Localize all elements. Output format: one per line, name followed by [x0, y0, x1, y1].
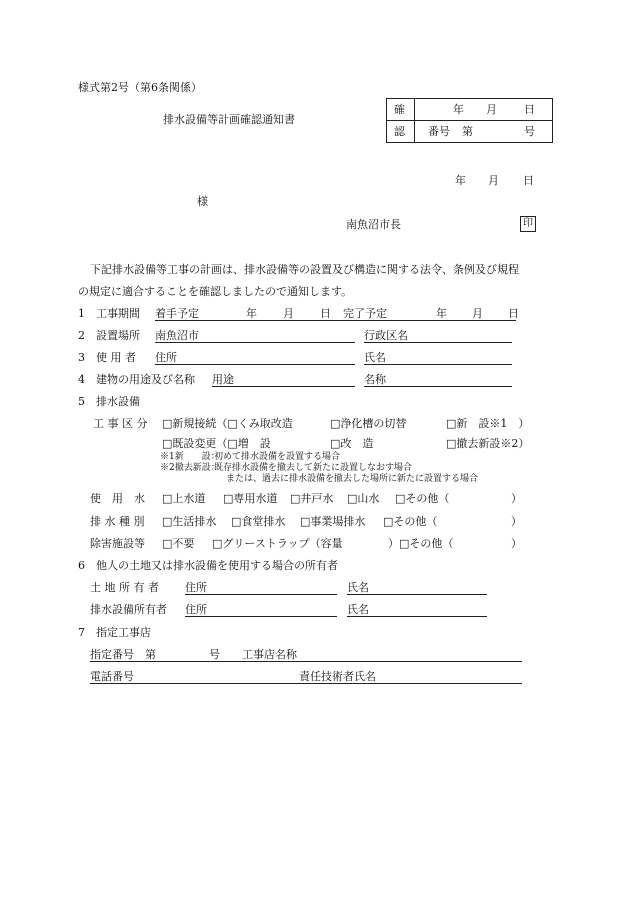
work-type-row2-a: □既設変更（□増 設: [162, 437, 271, 450]
item-location-label: 2 設置場所: [78, 329, 140, 342]
work-type-row1-b: □浄化槽の切替: [330, 417, 407, 430]
contractor-row1-underline: [90, 661, 522, 662]
item-user-label: 3 使 用 者: [78, 351, 136, 364]
building-use-underline: [212, 386, 355, 387]
use-water-opt-5: □その他（: [395, 492, 450, 505]
use-water-close: ）: [511, 492, 522, 505]
land-owner-address-underline: [185, 594, 337, 595]
body-line-2: の規定に適合することを確認しましたので通知します。: [78, 285, 353, 298]
confirm-year: 年: [453, 103, 464, 116]
period-end-month: 月: [472, 307, 483, 320]
facility-owner-name-underline: [347, 616, 487, 617]
drain-type-opt-4: □その他（: [383, 515, 438, 528]
work-type-row2-c: □撤去新設※2）: [446, 437, 530, 450]
document-title: 排水設備等計画確認通知書: [163, 113, 295, 126]
form-number: 様式第2号（第6条関係）: [78, 81, 202, 94]
drain-type-opt-2: □食堂排水: [231, 515, 286, 528]
period-start-day: 日: [320, 307, 331, 320]
removal-close: ）: [511, 537, 522, 550]
drain-type-close: ）: [511, 515, 522, 528]
item-building-label: 4 建物の用途及び名称: [78, 373, 195, 386]
drain-type-label: 排 水 種 別: [90, 515, 145, 528]
facility-owner-label: 排水設備所有者: [90, 603, 167, 616]
item-contractor-label: 7 指定工事店: [78, 626, 151, 639]
contractor-engineer: 責任技術者氏名: [299, 670, 376, 683]
user-address-underline: [155, 364, 355, 365]
period-end-day: 日: [508, 307, 519, 320]
use-water-opt-3: □井戸水: [290, 492, 334, 505]
item-owners-label: 6 他人の土地又は排水設備を使用する場合の所有者: [78, 559, 338, 572]
drain-type-opt-1: □生活排水: [162, 515, 217, 528]
period-end-year: 年: [436, 307, 447, 320]
use-water-opt-4: □山水: [347, 492, 380, 505]
confirm-label-top: 確: [394, 103, 405, 116]
confirm-day: 日: [524, 103, 535, 116]
date-month: 月: [488, 174, 499, 187]
location-district-label: 行政区名: [364, 329, 408, 342]
location-underline: [155, 342, 355, 343]
period-end-label: 完了予定: [343, 307, 387, 320]
period-start-label: 着手予定: [155, 307, 199, 320]
note-2-text-a: 既存排水設備を撤去して新たに設置しなおす場合: [214, 463, 413, 473]
building-name-underline: [364, 386, 512, 387]
contractor-number-go: 号: [209, 648, 220, 661]
date-day: 日: [523, 174, 534, 187]
removal-opt-3: ）□その他（: [388, 537, 454, 550]
note-1-key: ※1新 設：: [160, 452, 220, 462]
land-owner-label: 土 地 所 有 者: [90, 581, 159, 594]
body-line-1: 下記排水設備等工事の計画は、排水設備等の設置及び構造に関する法令、条例及び規程: [90, 263, 519, 276]
contractor-row2-underline: [90, 683, 522, 684]
confirm-month: 月: [486, 103, 497, 116]
building-name-label: 名称: [364, 373, 386, 386]
drain-type-opt-3: □事業場排水: [300, 515, 366, 528]
user-name-label: 氏名: [364, 351, 386, 364]
user-address-label: 住所: [155, 351, 177, 364]
removal-label: 除害施設等: [90, 537, 145, 550]
confirm-number-label: 番号: [428, 125, 450, 138]
land-owner-address: 住所: [185, 581, 207, 594]
removal-opt-1: □不要: [162, 537, 195, 550]
use-water-label: 使 用 水: [90, 492, 145, 505]
work-type-row1-a: □新規接続（□くみ取改造: [162, 417, 293, 430]
land-owner-name-underline: [347, 594, 487, 595]
seal-mark: 印: [520, 216, 536, 232]
use-water-opt-1: □上水道: [162, 492, 206, 505]
item-period-label: 1 工事期間: [78, 307, 140, 320]
note-2-key: ※2撤去新設：: [160, 463, 220, 473]
work-type-row1-c: □新 設※1 ）: [446, 417, 530, 430]
note-2-text-b: または、過去に排水設備を撤去した場所に新たに設置する場合: [226, 474, 479, 484]
confirm-number-go: 号: [524, 125, 535, 138]
addressee-sama: 様: [197, 195, 208, 208]
use-water-opt-2: □専用水道: [223, 492, 278, 505]
confirm-number-dai: 第: [462, 125, 473, 138]
contractor-phone: 電話番号: [90, 670, 134, 683]
building-use-label: 用途: [212, 373, 234, 386]
note-1-text: 初めて排水設備を設置する場合: [214, 452, 341, 462]
period-underline: [155, 320, 516, 321]
work-type-row2-b: □改 造: [330, 437, 374, 450]
facility-owner-address-underline: [185, 616, 337, 617]
user-name-underline: [364, 364, 512, 365]
item-drainage-label: 5 排水設備: [78, 395, 140, 408]
issuer-name: 南魚沼市長: [346, 218, 401, 231]
removal-opt-2: □グリーストラップ（容量: [212, 537, 343, 550]
land-owner-name: 氏名: [347, 581, 369, 594]
facility-owner-address: 住所: [185, 603, 207, 616]
period-start-year: 年: [246, 307, 257, 320]
location-value: 南魚沼市: [155, 329, 199, 342]
date-year: 年: [455, 174, 466, 187]
location-district-underline: [364, 342, 512, 343]
facility-owner-name: 氏名: [347, 603, 369, 616]
confirm-label-bottom: 認: [394, 125, 405, 138]
contractor-shop-name: 工事店名称: [242, 648, 297, 661]
period-start-month: 月: [283, 307, 294, 320]
work-type-label: 工 事 区 分: [93, 417, 148, 430]
contractor-number-label: 指定番号 第: [90, 648, 156, 661]
